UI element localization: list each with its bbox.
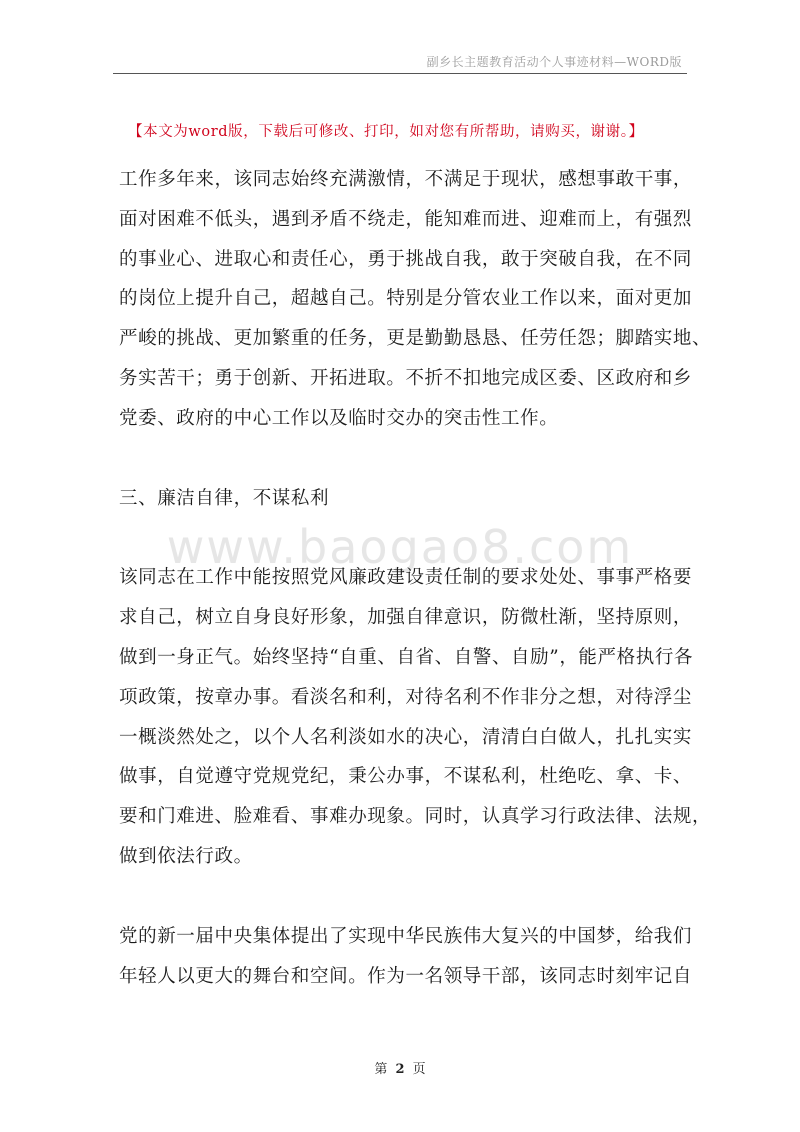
text-line: 要和门难进、脸难看、事难办现象。同时，认真学习行政法律、法规，	[119, 806, 712, 828]
paragraph-integrity	[119, 558, 712, 876]
watermark-text: www.baogao8.com	[166, 520, 634, 574]
page-number: 2	[395, 1062, 405, 1077]
section-heading	[119, 479, 685, 519]
text-line: 该同志在工作中能按照党风廉政建设责任制的要求处处、事事严格要	[119, 567, 693, 589]
text-line: 做到一身正气。始终坚持“自重、自省、自警、自励”，能严格执行各	[119, 646, 694, 668]
text-line: 严峻的挑战、更加繁重的任务，更是勤勤恳恳、任劳任怨；脚踏实地、	[119, 328, 712, 350]
page-label-prefix: 第	[374, 1062, 388, 1077]
text-line: 党的新一届中央集体提出了实现中华民族伟大复兴的中国梦，给我们	[119, 925, 693, 947]
paragraph-work-attitude	[119, 160, 712, 439]
text-line: 的岗位上提升自己，超越自己。特别是分管农业工作以来，面对更加	[119, 288, 693, 310]
paragraph-spacer	[119, 518, 685, 558]
paragraph-spacer	[119, 877, 685, 917]
paragraph-china-dream	[119, 917, 693, 997]
download-notice: 【本文为word版，下载后可修改、打印，如对您有所帮助，请购买，谢谢。】	[128, 124, 644, 140]
text-line: 一概淡然处之，以个人名利淡如水的决心，清清白白做人，扎扎实实	[119, 726, 693, 748]
text-line: 工作多年来，该同志始终充满激情，不满足于现状，感想事敢干事，	[119, 169, 693, 190]
text-line: 做到依法行政。	[119, 845, 253, 867]
document-body	[119, 160, 712, 996]
text-line: 年轻人以更大的舞台和空间。作为一名领导干部，该同志时刻牢记自	[119, 965, 693, 987]
section-heading-text: 三、廉洁自律，不谋私利	[119, 487, 330, 509]
page-footer	[0, 1058, 800, 1077]
page-label-suffix: 页	[412, 1062, 426, 1077]
text-line: 项政策，按章办事。看淡名和利，对待名利不作非分之想，对待浮尘	[119, 686, 693, 708]
text-line: 党委、政府的中心工作以及临时交办的突击性工作。	[119, 407, 559, 429]
header-divider	[113, 73, 687, 74]
text-line: 做事，自觉遵守党规党纪，秉公办事，不谋私利，杜绝吃、拿、卡、	[119, 766, 693, 788]
text-line: 面对困难不低头，遇到矛盾不绕走，能知难而进、迎难而上，有强烈	[119, 208, 693, 230]
paragraph-spacer	[119, 439, 685, 479]
text-line: 求自己，树立自身良好形象，加强自律意识，防微杜渐，坚持原则，	[119, 607, 693, 629]
text-line: 的事业心、进取心和责任心，勇于挑战自我，敢于突破自我，在不同	[119, 248, 693, 270]
text-line: 务实苦干；勇于创新、开拓进取。不折不扣地完成区委、区政府和乡	[119, 367, 693, 389]
header-title: 副乡长主题教育活动个人事迹材料—WORD版	[426, 55, 682, 69]
